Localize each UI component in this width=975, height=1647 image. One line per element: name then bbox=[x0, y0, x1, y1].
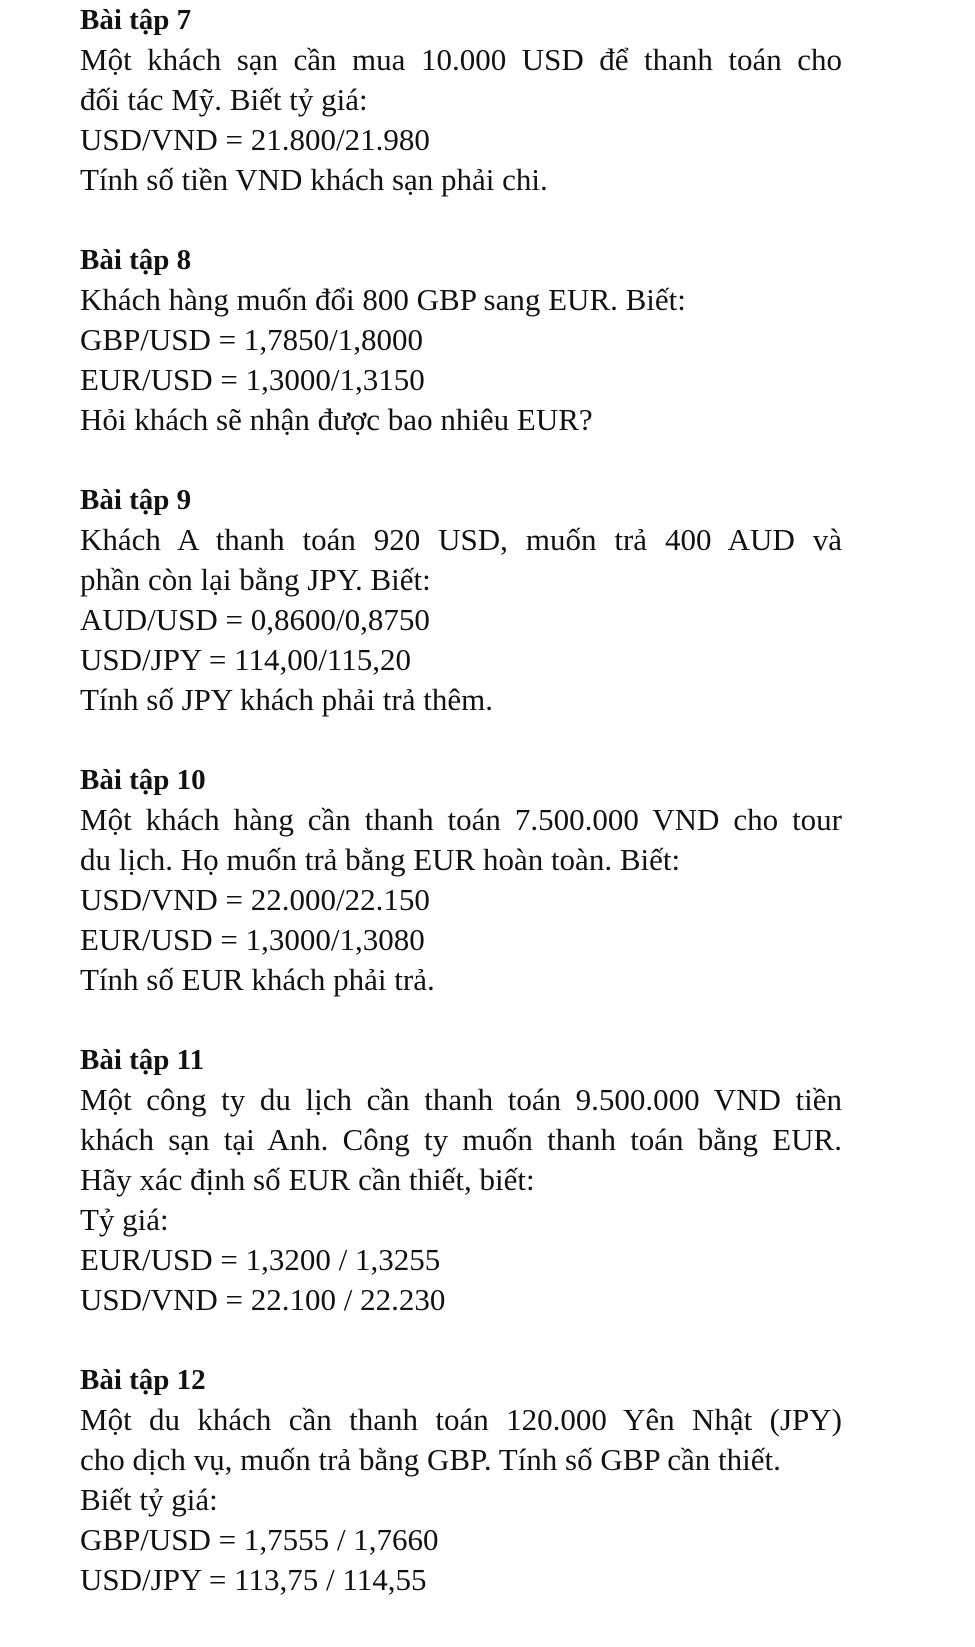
document-page bbox=[80, 0, 940, 1600]
exercise-text-line: đối tác Mỹ. Biết tỷ giá: bbox=[80, 82, 368, 117]
spacer bbox=[80, 440, 940, 480]
exercise-text-line: Tỷ giá: bbox=[80, 1202, 169, 1237]
exercise-question-line: Tính số EUR khách phải trả. bbox=[80, 962, 435, 997]
spacer bbox=[80, 1320, 940, 1360]
cropped-next-line bbox=[80, 1643, 840, 1647]
exercise-11 bbox=[80, 1040, 940, 1320]
exchange-rate-line: EUR/USD = 1,3000/1,3150 bbox=[80, 362, 425, 397]
exercise-text-line: Khách A thanh toán 920 USD, muốn trả 400 AUD và bbox=[80, 522, 842, 557]
exercise-title: Bài tập 7 bbox=[80, 4, 192, 36]
exchange-rate-line: USD/JPY = 114,00/115,20 bbox=[80, 642, 411, 677]
exchange-rate-line: AUD/USD = 0,8600/0,8750 bbox=[80, 602, 430, 637]
exercise-text-line: cho dịch vụ, muốn trả bằng GBP. Tính số GBP cần thiết. bbox=[80, 1442, 781, 1477]
exercise-question-line: Hỏi khách sẽ nhận được bao nhiêu EUR? bbox=[80, 402, 593, 437]
exercise-text-line: khách sạn tại Anh. Công ty muốn thanh toán bằng EUR. bbox=[80, 1122, 842, 1157]
exercise-text-line: Hãy xác định số EUR cần thiết, biết: bbox=[80, 1162, 535, 1197]
exercise-title: Bài tập 11 bbox=[80, 1044, 205, 1076]
exercise-text-line: Một khách sạn cần mua 10.000 USD để thanh toán cho bbox=[80, 42, 842, 77]
exercise-text-line: du lịch. Họ muốn trả bằng EUR hoàn toàn. Biết: bbox=[80, 842, 681, 877]
exercise-text-line: Một du khách cần thanh toán 120.000 Yên Nhật (JPY) bbox=[80, 1402, 842, 1437]
exercise-text-line: Biết tỷ giá: bbox=[80, 1482, 218, 1517]
exercise-text-line: Khách hàng muốn đổi 800 GBP sang EUR. Biết: bbox=[80, 282, 686, 317]
exchange-rate-line: USD/VND = 22.100 / 22.230 bbox=[80, 1282, 446, 1317]
exchange-rate-line: USD/JPY = 113,75 / 114,55 bbox=[80, 1562, 427, 1597]
exercise-12 bbox=[80, 1360, 940, 1600]
exercise-title: Bài tập 8 bbox=[80, 244, 192, 276]
exercise-text-line: Một công ty du lịch cần thanh toán 9.500.000 VND tiền bbox=[80, 1082, 842, 1117]
exchange-rate-line: USD/VND = 21.800/21.980 bbox=[80, 122, 430, 157]
exchange-rate-line: USD/VND = 22.000/22.150 bbox=[80, 882, 430, 917]
exercise-10 bbox=[80, 760, 940, 1000]
spacer bbox=[80, 720, 940, 760]
exercise-text-line: phần còn lại bằng JPY. Biết: bbox=[80, 562, 431, 597]
exercise-title: Bài tập 12 bbox=[80, 1364, 206, 1396]
exchange-rate-line: GBP/USD = 1,7850/1,8000 bbox=[80, 322, 424, 357]
exercise-question-line: Tính số JPY khách phải trả thêm. bbox=[80, 682, 493, 717]
exchange-rate-line: EUR/USD = 1,3000/1,3080 bbox=[80, 922, 425, 957]
exchange-rate-line: EUR/USD = 1,3200 / 1,3255 bbox=[80, 1242, 441, 1277]
exercise-7 bbox=[80, 0, 940, 200]
exercise-title: Bài tập 10 bbox=[80, 764, 206, 796]
exercise-question-line: Tính số tiền VND khách sạn phải chi. bbox=[80, 162, 548, 197]
exercise-9 bbox=[80, 480, 940, 720]
spacer bbox=[80, 200, 940, 240]
spacer bbox=[80, 1000, 940, 1040]
exercise-text-line: Một khách hàng cần thanh toán 7.500.000 VND cho tour bbox=[80, 802, 842, 837]
exercise-title: Bài tập 9 bbox=[80, 484, 192, 516]
exercise-8 bbox=[80, 240, 940, 440]
exchange-rate-line: GBP/USD = 1,7555 / 1,7660 bbox=[80, 1522, 439, 1557]
